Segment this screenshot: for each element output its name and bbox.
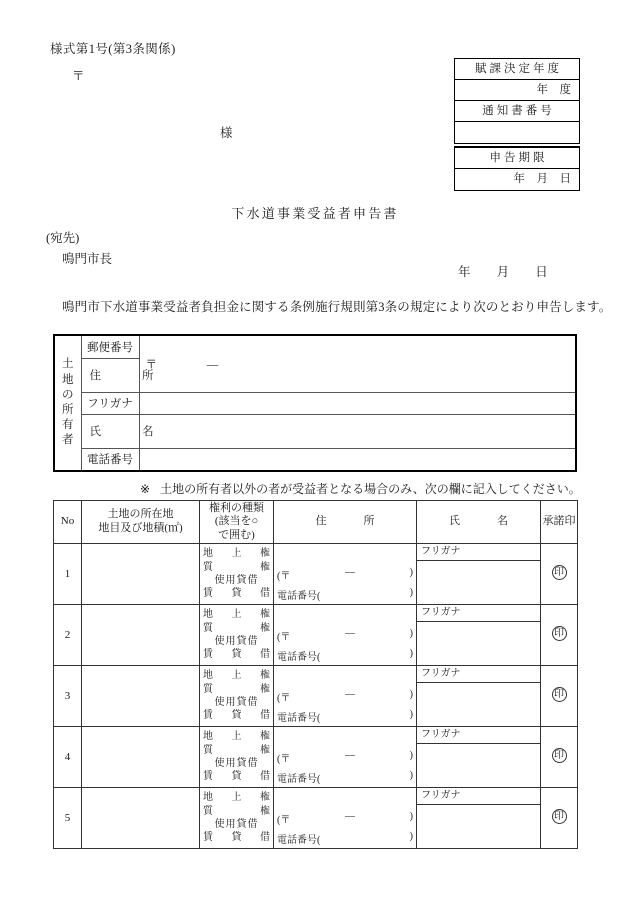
row-zip-open: (〒: [277, 753, 291, 765]
row-location-field[interactable]: [82, 605, 200, 666]
date-year-label: 年: [458, 265, 472, 279]
row-address-field[interactable]: [274, 666, 417, 727]
form-code-label: 様式第1号(第3条関係): [50, 42, 176, 56]
owner-label-char-0: 土: [62, 358, 74, 371]
row-right-options[interactable]: [200, 605, 274, 666]
notice-number-header: 通知書番号: [455, 101, 579, 122]
row-zip-group: [277, 750, 413, 765]
row-tel-group[interactable]: [277, 648, 413, 663]
row-zip-dash: —: [345, 688, 355, 700]
owner-label-char-3: 所: [62, 404, 74, 416]
declaration-deadline-box: [454, 146, 580, 191]
row-seal-cell[interactable]: [541, 605, 578, 666]
row-address-field[interactable]: [274, 788, 417, 849]
seal-icon: 印: [552, 687, 567, 702]
row-address-field[interactable]: [274, 605, 417, 666]
row-tel-close: ): [409, 831, 413, 842]
row-tel-close: ): [409, 709, 413, 720]
owner-address-label: 住 所: [81, 358, 139, 392]
row-tel-group[interactable]: [277, 709, 413, 724]
seal-icon: 印: [552, 809, 567, 824]
row-furigana-label: フリガナ: [417, 727, 540, 744]
header-right-type: [200, 501, 274, 544]
table-row: [54, 727, 578, 788]
row-number: 4: [54, 727, 82, 788]
row-zip-close: ): [409, 566, 413, 578]
row-location-field[interactable]: [82, 666, 200, 727]
row-zip-close: ): [409, 749, 413, 761]
row-address-field[interactable]: [274, 727, 417, 788]
table-row: [54, 544, 578, 605]
row-tel-label: 電話番号(: [277, 774, 321, 785]
row-right-options[interactable]: [200, 666, 274, 727]
note-text: 土地の所有者以外の者が受益者となる場合のみ、次の欄に記入してください。: [160, 482, 581, 496]
row-zip-open: (〒: [277, 692, 291, 704]
seal-icon: 印: [552, 565, 567, 580]
row-name-cell[interactable]: [417, 727, 541, 788]
right-option-shiyotaishaku[interactable]: 使用貸借: [214, 758, 259, 769]
row-tel-label: 電話番号(: [277, 652, 321, 663]
right-option-chijoken[interactable]: 地 上 権: [203, 670, 270, 682]
row-name-cell[interactable]: [417, 788, 541, 849]
row-tel-label: 電話番号(: [277, 591, 321, 602]
row-seal-cell[interactable]: [541, 544, 578, 605]
right-option-shichiken[interactable]: 質 権: [203, 744, 270, 756]
row-tel-group[interactable]: [277, 587, 413, 602]
row-tel-label: 電話番号(: [277, 835, 321, 846]
row-location-field[interactable]: [82, 727, 200, 788]
row-number: 5: [54, 788, 82, 849]
row-location-field[interactable]: [82, 544, 200, 605]
row-tel-close: ): [409, 770, 413, 781]
date-day-label: 日: [535, 265, 549, 279]
owner-name-label: 氏 名: [81, 414, 139, 448]
postal-mark-icon: 〒: [72, 69, 85, 83]
row-number: 1: [54, 544, 82, 605]
row-zip-dash: —: [345, 749, 355, 761]
right-option-shiyotaishaku[interactable]: 使用貸借: [214, 636, 259, 647]
header-location-line2: 地目及び地積(㎡): [98, 522, 183, 534]
right-option-chintaishaku[interactable]: 賃 貸 借: [203, 771, 270, 783]
land-owner-table: [53, 334, 577, 472]
row-furigana-label: フリガナ: [417, 666, 540, 683]
row-tel-close: ): [409, 648, 413, 659]
right-option-shiyotaishaku[interactable]: 使用貸借: [214, 575, 259, 586]
right-option-shichiken[interactable]: 質 権: [203, 622, 270, 634]
owner-label-char-4: 有: [62, 419, 74, 432]
seal-icon: 印: [552, 626, 567, 641]
owner-vertical-label: [55, 336, 81, 470]
header-address: 住 所: [274, 501, 417, 544]
row-furigana-label: フリガナ: [417, 605, 540, 622]
right-option-chijoken[interactable]: 地 上 権: [203, 731, 270, 743]
submission-date-line[interactable]: [458, 262, 548, 280]
row-zip-dash: —: [345, 566, 355, 578]
owner-label-char-2: の: [62, 388, 74, 401]
row-zip-group: [277, 567, 413, 582]
seal-icon: 印: [552, 748, 567, 763]
row-zip-close: ): [409, 688, 413, 700]
note-mark-icon: ※: [140, 482, 151, 496]
right-option-chintaishaku[interactable]: 賃 貸 借: [203, 832, 270, 844]
row-zip-group: [277, 628, 413, 643]
owner-zip-mark: 〒: [145, 358, 157, 371]
right-option-shichiken[interactable]: 質 権: [203, 561, 270, 573]
row-number: 2: [54, 605, 82, 666]
table-row: [54, 605, 578, 666]
header-right-line3: で囲む): [218, 528, 255, 541]
owner-zip-dash: —: [206, 358, 219, 371]
table-row: [54, 666, 578, 727]
owner-furigana-field[interactable]: [139, 392, 575, 414]
declaration-statement: 鳴門市下水道事業受益者負担金に関する条例施行規則第3条の規定により次のとおり申告します。: [62, 300, 612, 314]
assessment-decision-box: [454, 58, 580, 144]
right-option-shichiken[interactable]: 質 権: [203, 683, 270, 695]
row-number: 3: [54, 666, 82, 727]
header-no: No: [54, 501, 82, 544]
owner-tel-label: 電話番号: [81, 448, 139, 470]
header-seal: 承諾印: [541, 501, 578, 544]
row-zip-close: ): [409, 627, 413, 639]
table-header-row: [54, 501, 578, 544]
row-name-cell[interactable]: [417, 666, 541, 727]
row-zip-close: ): [409, 810, 413, 822]
row-name-cell[interactable]: [417, 544, 541, 605]
deadline-header: 申告期限: [455, 148, 579, 169]
header-right-line1: 権利の種類: [209, 501, 264, 514]
right-option-chintaishaku[interactable]: 賃 貸 借: [203, 588, 270, 600]
row-zip-dash: —: [345, 810, 355, 822]
right-option-chijoken[interactable]: 地 上 権: [203, 609, 270, 621]
row-tel-group[interactable]: [277, 831, 413, 846]
row-address-field[interactable]: [274, 544, 417, 605]
row-tel-label: 電話番号(: [277, 713, 321, 724]
row-seal-cell[interactable]: [541, 666, 578, 727]
right-option-shiyotaishaku[interactable]: 使用貸借: [214, 697, 259, 708]
row-right-options[interactable]: [200, 544, 274, 605]
owner-tel-field[interactable]: [139, 448, 575, 470]
right-option-chijoken[interactable]: 地 上 権: [203, 548, 270, 560]
fiscal-year-header: 賦課決定年度: [455, 59, 579, 80]
right-option-shiyotaishaku[interactable]: 使用貸借: [214, 819, 259, 830]
row-zip-open: (〒: [277, 814, 291, 826]
header-name: 氏 名: [417, 501, 541, 544]
row-furigana-label: フリガナ: [417, 544, 540, 561]
right-option-shichiken[interactable]: 質 権: [203, 805, 270, 817]
owner-address-field[interactable]: [139, 336, 575, 392]
deadline-value[interactable]: 年 月 日: [513, 173, 571, 185]
owner-name-field[interactable]: [139, 414, 575, 448]
row-right-options[interactable]: [200, 727, 274, 788]
row-furigana-label: フリガナ: [417, 788, 540, 805]
header-location-line1: 土地の所在地: [107, 508, 174, 521]
right-option-chintaishaku[interactable]: 賃 貸 借: [203, 710, 270, 722]
row-seal-cell[interactable]: [541, 727, 578, 788]
row-tel-close: ): [409, 587, 413, 598]
row-zip-group: [277, 811, 413, 826]
right-option-chijoken[interactable]: 地 上 権: [203, 792, 270, 804]
rights-table-body: [54, 544, 578, 849]
owner-furigana-label: フリガナ: [81, 392, 139, 414]
row-name-cell[interactable]: [417, 605, 541, 666]
table-row: [54, 788, 578, 849]
note-line: [140, 480, 581, 497]
right-option-chintaishaku[interactable]: 賃 貸 借: [203, 649, 270, 661]
owner-label-char-1: 地: [62, 373, 74, 386]
row-zip-dash: —: [345, 627, 355, 639]
row-seal-cell[interactable]: [541, 788, 578, 849]
header-right-line2: (該当を○: [214, 515, 259, 528]
row-location-field[interactable]: [82, 788, 200, 849]
row-right-options[interactable]: [200, 788, 274, 849]
date-month-label: 月: [496, 265, 510, 279]
recipient-to-label: (宛先): [46, 231, 80, 245]
row-zip-group: [277, 689, 413, 704]
row-tel-group[interactable]: [277, 770, 413, 785]
row-zip-open: (〒: [277, 631, 291, 643]
rights-holder-table: [53, 500, 577, 849]
addressee-suffix-label: 様: [220, 126, 233, 140]
page-title: 下水道事業受益者申告書: [231, 206, 399, 221]
recipient-name: 鳴門市長: [62, 252, 113, 266]
owner-label-char-5: 者: [62, 434, 74, 447]
header-location: [82, 501, 200, 544]
fiscal-year-value[interactable]: 年 度: [455, 80, 579, 101]
row-zip-open: (〒: [277, 570, 291, 582]
notice-number-value[interactable]: [455, 122, 579, 143]
owner-zip-label: 郵便番号: [81, 336, 139, 358]
